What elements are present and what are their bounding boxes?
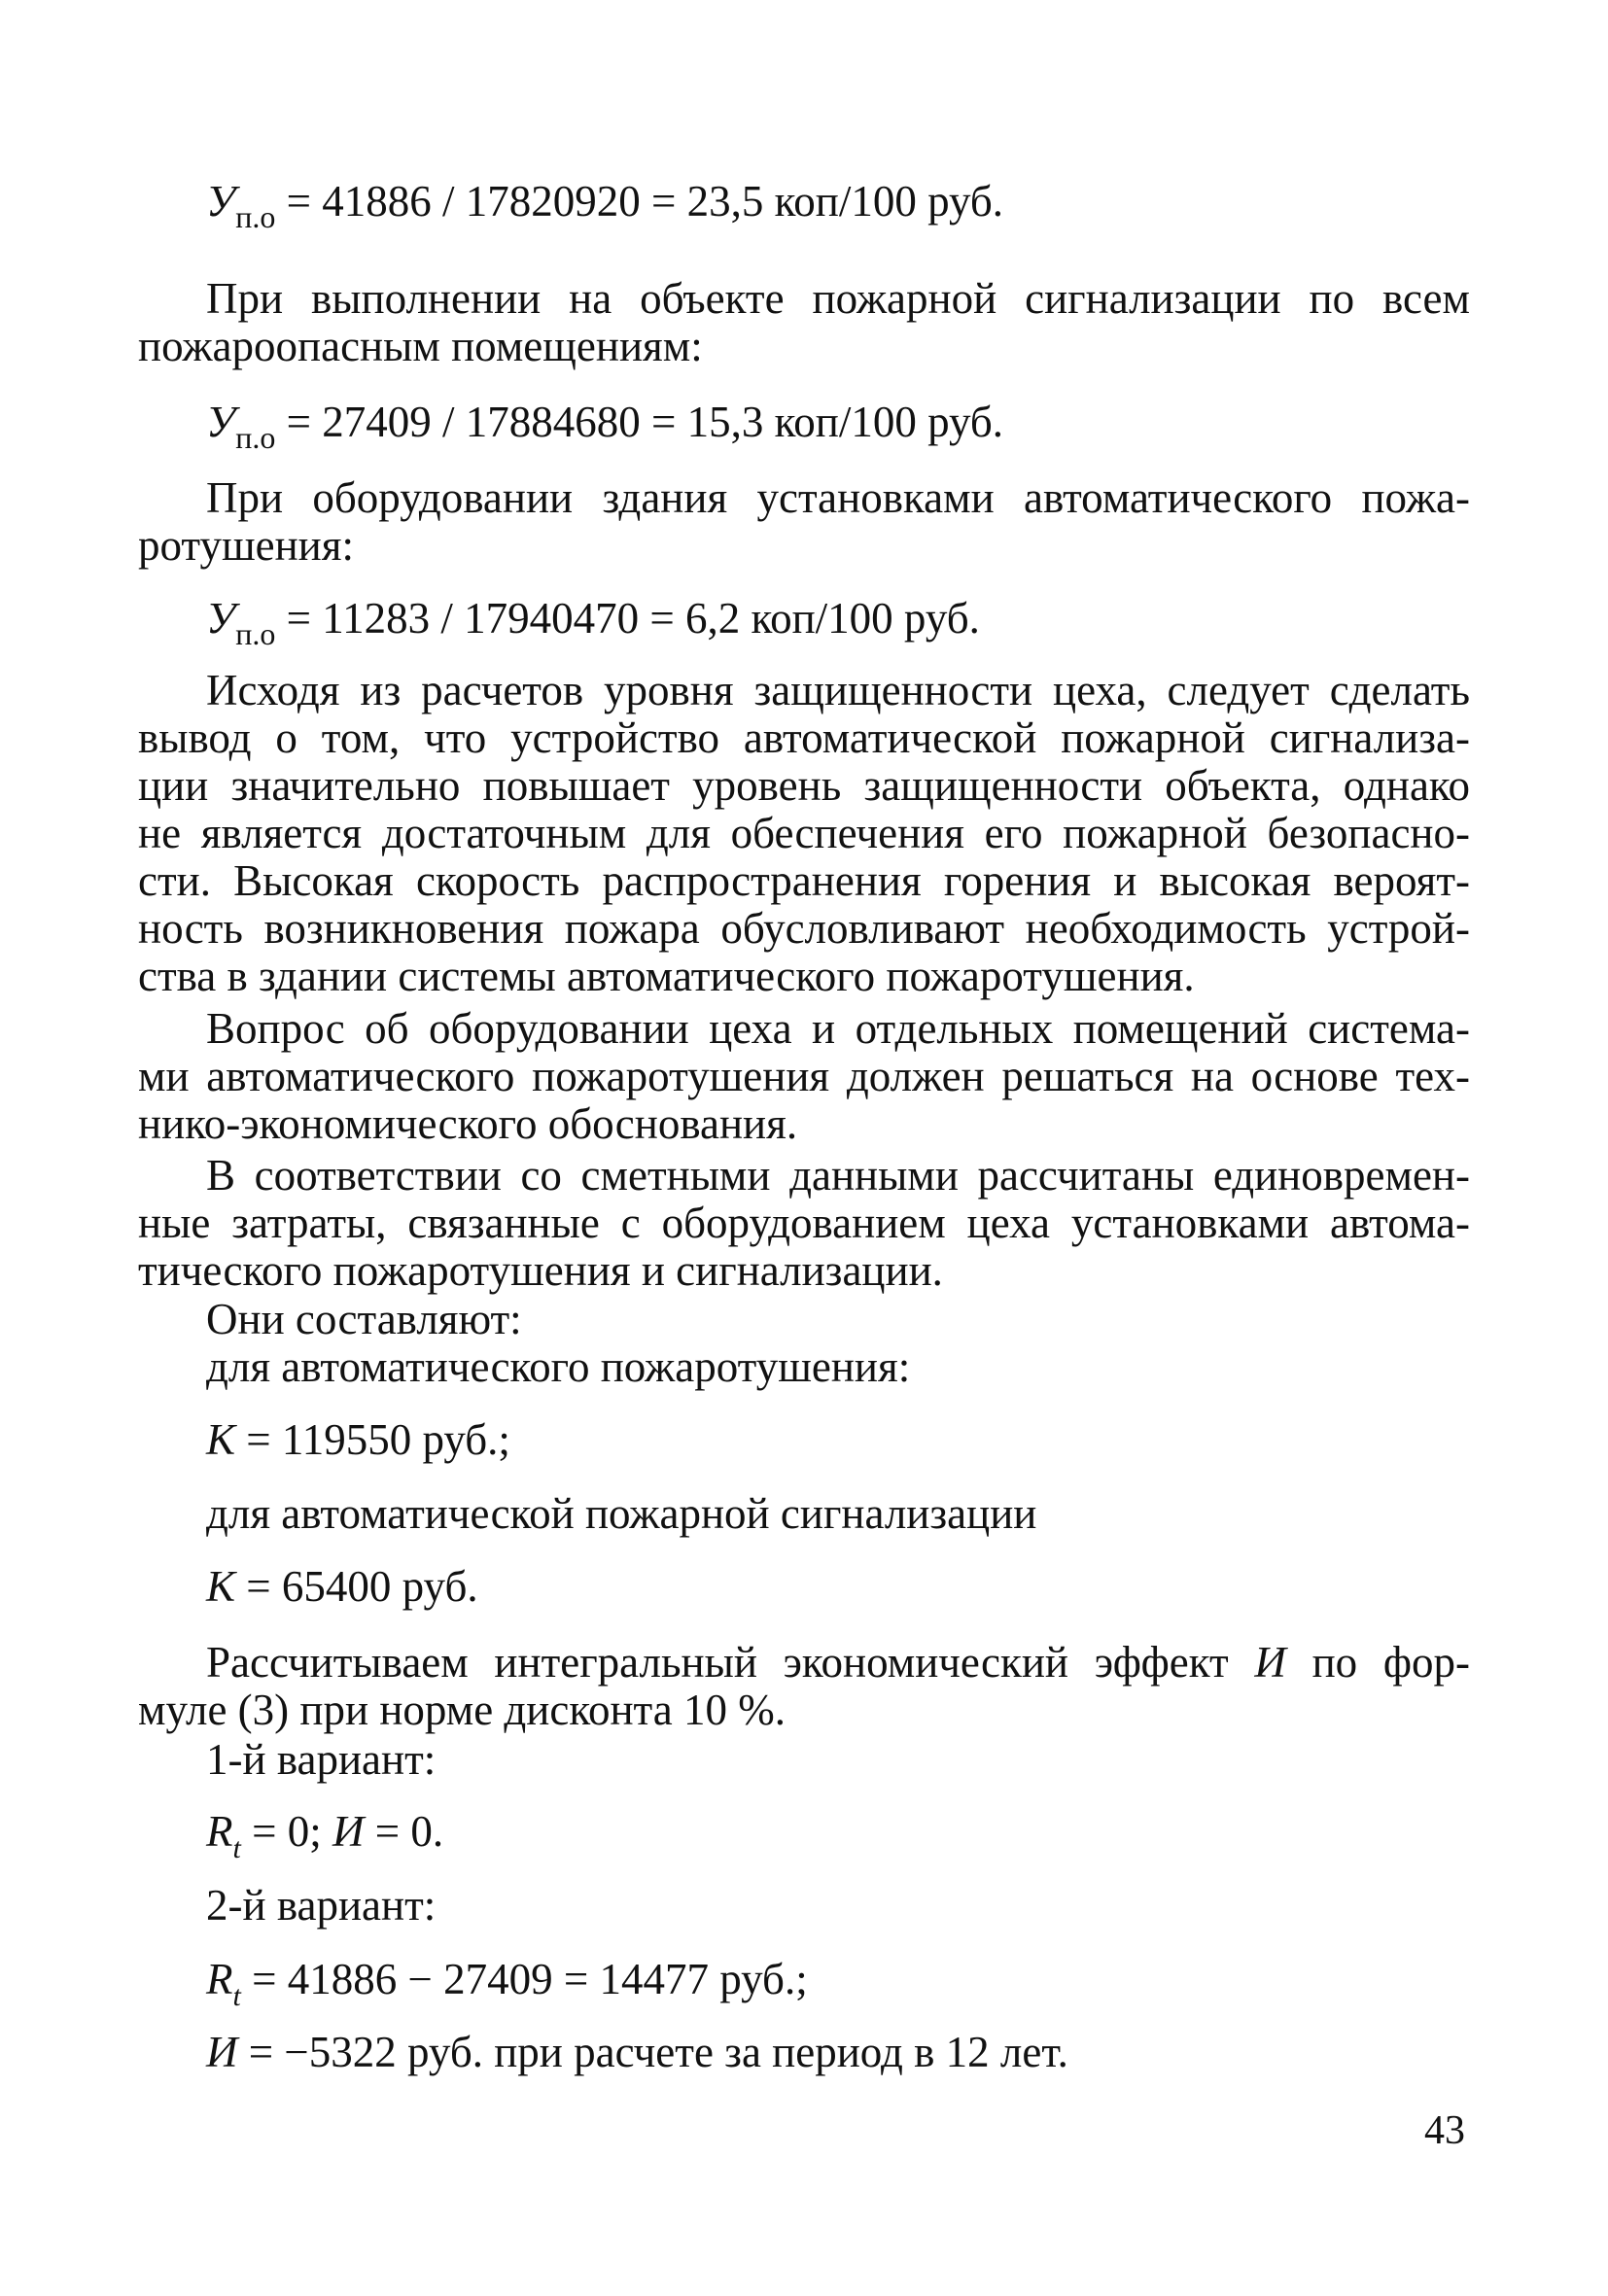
formula-symbol: K xyxy=(206,1562,236,1611)
text-line: ность возникновения пожара обусловливают необходимость устрой- xyxy=(138,904,1470,953)
text-line: ротушения: xyxy=(138,521,354,570)
text-line: ми автоматического пожаротушения должен решаться на основе тех- xyxy=(138,1052,1470,1100)
formula-k-2 xyxy=(206,1563,478,1611)
page-number: 43 xyxy=(1424,2108,1465,2153)
formula-symbol: И xyxy=(1254,1638,1286,1687)
formula-symbol: У xyxy=(206,594,236,643)
text-segment: по фор- xyxy=(1285,1638,1471,1687)
text-line: не является достаточным для обеспечения его пожарной безопасно- xyxy=(138,809,1470,857)
formula-r-2 xyxy=(206,1955,808,2012)
formula-expression: = 41886 / 17820920 = 23,5 коп/100 руб. xyxy=(275,177,1004,226)
formula-k-1 xyxy=(206,1416,510,1464)
formula-symbol: K xyxy=(206,1415,236,1464)
paragraph-variant-2 xyxy=(206,1882,436,1930)
formula-expression: = 11283 / 17940470 = 6,2 коп/100 руб. xyxy=(275,594,980,643)
text-line: для автоматической пожарной сигнализации xyxy=(206,1489,1037,1538)
formula-symbol: R xyxy=(206,1807,233,1856)
formula-subscript: t xyxy=(232,1980,241,2012)
formula-symbol: И xyxy=(332,1807,365,1856)
formula-subscript: п.о xyxy=(235,199,276,234)
paragraph-signal xyxy=(138,274,1470,370)
paragraph-integral xyxy=(138,1638,1471,1734)
text-line: тического пожаротушения и сигнализации. xyxy=(138,1246,943,1295)
formula-uro-1 xyxy=(206,177,1004,234)
paragraph-auto-extinguishing xyxy=(206,1343,910,1391)
text-line: ции значительно повышает уровень защищенности объекта, однако xyxy=(138,761,1470,810)
text-line: ства в здании системы автоматического пожаротушения. xyxy=(138,952,1195,1000)
paragraph-variant-1 xyxy=(206,1736,436,1784)
text-line: При оборудовании здания установками автоматического пожа- xyxy=(206,473,1470,522)
paragraph-question xyxy=(138,1004,1470,1148)
text-line xyxy=(206,1639,1470,1687)
paragraph-auto-signal xyxy=(206,1490,1036,1538)
text-line: Они составляют: xyxy=(206,1295,522,1343)
text-line: сти. Высокая скорость распространения горения и высокая вероят- xyxy=(138,856,1470,905)
formula-expression: = −5322 руб. при расчете за период в 12 лет. xyxy=(237,2028,1068,2076)
formula-subscript: t xyxy=(232,1832,241,1864)
formula-symbol: У xyxy=(206,177,236,226)
formula-expression: = 0. xyxy=(364,1807,444,1856)
text-line: В соответствии со сметными данными рассчитаны единовремен- xyxy=(206,1151,1470,1200)
paragraph-conclusion xyxy=(138,666,1470,1000)
formula-symbol: И xyxy=(206,2028,238,2076)
formula-subscript: п.о xyxy=(235,616,276,651)
formula-symbol: У xyxy=(206,398,236,446)
formula-expression: = 41886 − 27409 = 14477 руб.; xyxy=(240,1955,808,2003)
formula-expression: = 0; xyxy=(240,1807,332,1856)
text-line: нико-экономического обоснования. xyxy=(138,1099,798,1148)
text-line: вывод о том, что устройство автоматической пожарной сигнализа- xyxy=(138,713,1470,762)
formula-i-2 xyxy=(206,2029,1068,2076)
text-line: муле (3) при норме дисконта 10 %. xyxy=(138,1686,786,1734)
text-line: При выполнении на объекте пожарной сигнализации по всем xyxy=(206,274,1470,323)
paragraph-they xyxy=(206,1296,522,1343)
text-segment: Рассчитываем интегральный экономический эффект xyxy=(206,1638,1255,1687)
text-line: для автоматического пожаротушения: xyxy=(206,1342,911,1391)
formula-expression: = 119550 руб.; xyxy=(235,1415,510,1464)
paragraph-estimate xyxy=(138,1151,1470,1295)
paragraph-equip xyxy=(138,473,1470,570)
formula-expression: = 65400 руб. xyxy=(235,1562,478,1611)
text-line: 1-й вариант: xyxy=(206,1735,437,1784)
formula-expression: = 27409 / 17884680 = 15,3 коп/100 руб. xyxy=(275,398,1004,446)
formula-subscript: п.о xyxy=(235,420,276,455)
formula-r-1 xyxy=(206,1807,444,1864)
text-line: 2-й вариант: xyxy=(206,1881,437,1930)
formula-uro-3 xyxy=(206,594,980,651)
text-line: Исходя из расчетов уровня защищенности цеха, следует сделать xyxy=(206,666,1470,714)
formula-uro-2 xyxy=(206,398,1004,455)
text-line: пожароопасным помещениям: xyxy=(138,322,703,370)
text-line: ные затраты, связанные с оборудованием цеха установками автома- xyxy=(138,1199,1470,1247)
text-line: Вопрос об оборудовании цеха и отдельных помещений система- xyxy=(206,1004,1470,1053)
formula-symbol: R xyxy=(206,1955,233,2003)
